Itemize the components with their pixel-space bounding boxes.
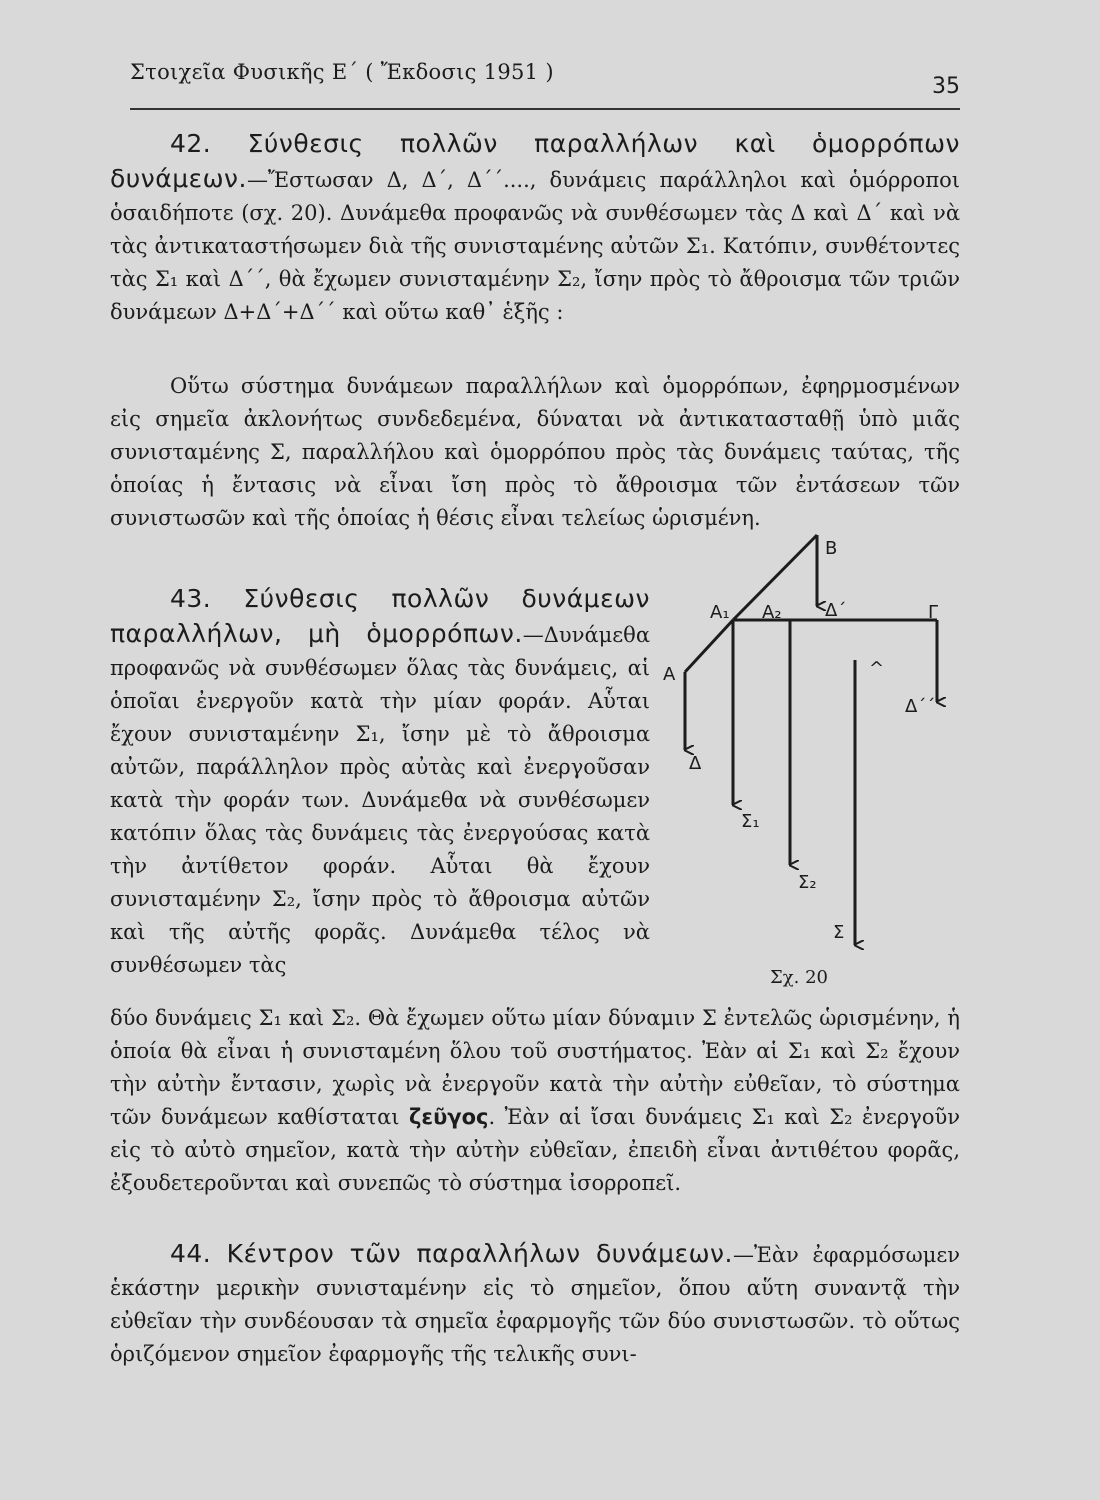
label-a1: A₁ — [710, 602, 730, 623]
label-d: Δ — [689, 753, 702, 774]
section-42-summary — [110, 370, 960, 535]
section-43-continuation — [110, 1002, 960, 1200]
section-42-text: —Ἔστωσαν Δ, Δ΄, Δ΄΄...., δυνάμεις παράλληλοι καὶ ὁμόρροποι ὁσαιδήποτε (σχ. 20). Δυνάμεθα προφανῶς νὰ συνθέσωμεν τὰς Δ καὶ Δ΄ καὶ νὰ τὰς ἀντικαταστήσωμεν διὰ τῆς συνισταμένης αὐτῶν Σ₁. Κατόπιν, συνθέτοντες τὰς Σ₁ καὶ Δ΄΄, θὰ ἔχωμεν συνισταμένην Σ₂, ἴσην πρὸς τὸ ἄθροισμα τῶν τριῶν δυνάμεων Δ+Δ΄+Δ΄΄ καὶ οὕτω καθ᾽ ἑξῆς : — [110, 168, 960, 324]
section-43-continuation-paragraph — [110, 1002, 960, 1200]
section-43-text: —Δυνάμεθα προφανῶς νὰ συνθέσωμεν ὅλας τὰς δυνάμεις, αἱ ὁποῖαι ἐνεργοῦν κατὰ τὴν μίαν φοράν. Αὗται ἔχουν συνισταμένην Σ₁, ἴσην μὲ τὸ ἄθροισμα αὐτῶν, παράλληλον πρὸς αὐτὰς καὶ ἐνεργοῦσαν κατὰ τὴν φοράν των. Δυνάμεθα νὰ συνθέσωμεν κατόπιν ὅλας τὰς δυνάμεις τὰς ἐνεργούσας κατὰ τὴν ἀντίθετον φοράν. Αὗται θὰ ἔχουν συνισταμένην Σ₂, ἴσην πρὸς τὸ ἄθροισμα αὐτῶν καὶ τῆς αὐτῆς φορᾶς. Δυνάμεθα τέλος νὰ συνθέσωμεν τὰς — [110, 623, 650, 977]
label-s2: Σ₂ — [798, 872, 817, 893]
label-g: Γ — [928, 602, 939, 623]
running-head — [130, 60, 960, 110]
section-43-paragraph — [110, 582, 650, 982]
label-a2: A₂ — [762, 602, 782, 623]
running-title: Στοιχεῖα Φυσικῆς Ε΄ ( Ἔκδοσις 1951 ) — [130, 60, 554, 84]
section-42-paragraph — [110, 127, 960, 329]
label-s: Σ — [833, 922, 845, 943]
diagonal-to-a — [685, 620, 733, 672]
label-b: B — [825, 538, 838, 559]
section-43-continuation-after: . Ἐὰν αἱ ἴσαι δυνάμεις Σ₁ καὶ Σ₂ ἐνεργοῦν εἰς τὸ αὐτὸ σημεῖον, κατὰ τὴν αὐτὴν εὐθεῖαν, ἐπειδὴ εἶναι ἀντιθέτου φορᾶς, ἐξουδετεροῦνται καὶ συνεπῶς τὸ σύστημα ἰσορροπεῖ. — [110, 1105, 960, 1195]
label-caret: ^ — [869, 658, 885, 679]
section-43-heading: 43. Σύνθεσις πολλῶν δυνάμεων παραλλήλων, μὴ ὁμορρόπων. — [110, 584, 650, 648]
section-42 — [110, 127, 960, 329]
figure-caption: Σχ. 20 — [770, 967, 828, 988]
section-43 — [110, 582, 650, 982]
section-42-heading: 42. Σύνθεσις πολλῶν παραλλήλων καὶ ὁμορρόπων δυνάμεων. — [110, 129, 960, 193]
label-d-prime: Δ΄ — [825, 600, 847, 621]
section-44-text: —Ἐὰν ἐφαρμόσωμεν ἑκάστην μερικὴν συνισταμένην εἰς τὸ σημεῖον, ὅπου αὕτη συναντᾷ τὴν εὐθεῖαν τὴν συνδέουσαν τὰ σημεῖα ἐφαρμογῆς τῶν δύο συνιστωσῶν. τὸ οὕτως ὁριζόμενον σημεῖον ἐφαρμογῆς τῆς τελικῆς συνι- — [110, 1243, 960, 1366]
term-zeugos: ζεῦγος — [409, 1105, 489, 1129]
section-44-heading: 44. Κέντρον τῶν παραλλήλων δυνάμεων. — [170, 1239, 733, 1268]
section-44-paragraph — [110, 1237, 960, 1371]
section-42-paragraph-2: Οὕτω σύστημα δυνάμεων παραλλήλων καὶ ὁμορρόπων, ἐφηρμοσμένων εἰς σημεῖα ἀκλονήτως συνδεδεμένα, δύναται νὰ ἀντικατασταθῇ ὑπὸ μιᾶς συνισταμένης Σ, παραλλήλου καὶ ὁμορρόπου πρὸς τὰς δυνάμεις ταύτας, τῆς ὁποίας ἡ ἔντασις νὰ εἶναι ἴση πρὸς τὸ ἄθροισμα τῶν ἐντάσεων τῶν συνιστωσῶν καὶ τῆς ὁποίας ἡ θέσις εἶναι τελείως ὡρισμένη. — [110, 374, 960, 530]
label-d-double: Δ΄΄ — [905, 696, 936, 717]
page-number: 35 — [932, 74, 960, 99]
force-diagram — [655, 520, 975, 1000]
label-s1: Σ₁ — [741, 811, 760, 832]
label-a: A — [663, 664, 676, 685]
section-44 — [110, 1237, 960, 1371]
figure-20 — [655, 520, 975, 1000]
section-43-continuation-before: δύο δυνάμεις Σ₁ καὶ Σ₂. Θὰ ἔχωμεν οὕτω μίαν δύναμιν Σ ἐντελῶς ὡρισμένην, ἡ ὁποία θὰ εἶναι ἡ συνισταμένη ὅλου τοῦ συστήματος. Ἐὰν αἱ Σ₁ καὶ Σ₂ ἔχουν τὴν αὐτὴν ἔντασιν, χωρὶς νὰ ἐνεργοῦν κατὰ τὴν αὐτὴν εὐθεῖαν, τὸ σύστημα τῶν δυνάμεων καθίσταται — [110, 1006, 960, 1129]
